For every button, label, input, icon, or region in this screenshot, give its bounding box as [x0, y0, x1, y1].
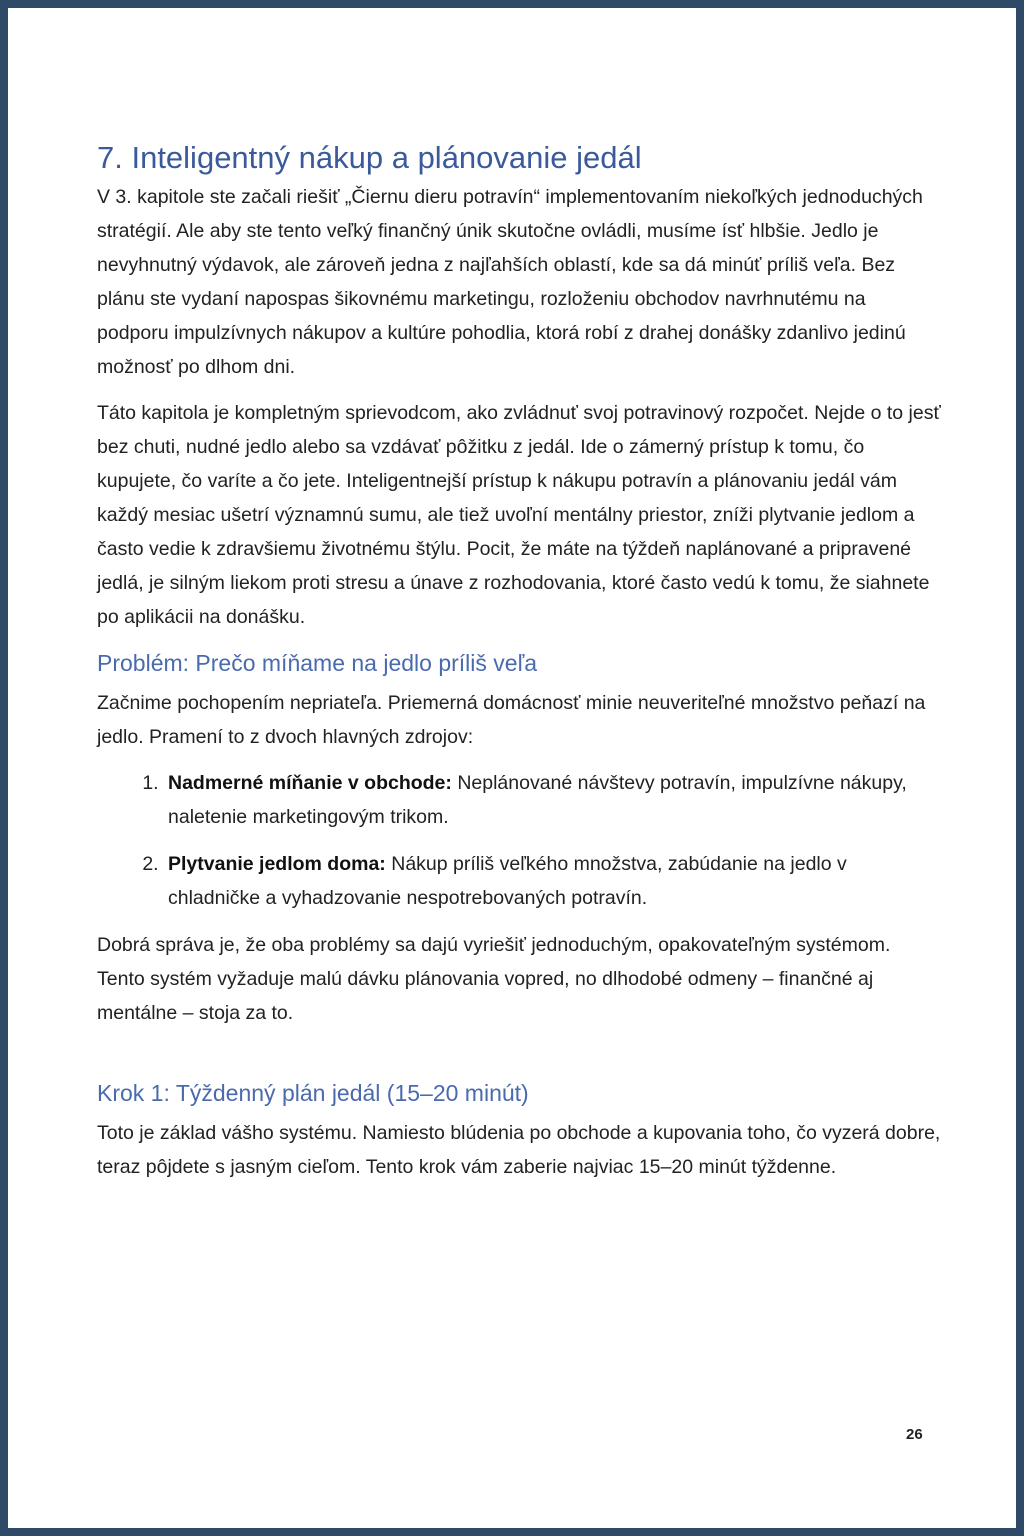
problem-heading: Problém: Prečo míňame na jedlo príliš veľa: [97, 650, 538, 676]
list-item-term: Plytvanie jedlom doma:: [168, 853, 386, 875]
list-item: [164, 847, 942, 915]
problem-conclusion: Dobrá správa je, že oba problémy sa dajú vyriešiť jednoduchým, opakovateľným systémom. Tento systém vyžaduje malú dávku plánovania vopred, no dlhodobé odmeny – finančné aj mentálne – stoja za to.: [97, 934, 891, 1024]
section-spacer: [97, 1042, 942, 1076]
list-item-text: Nákup príliš veľkého množstva, zabúdanie na jedlo v chladničke a vyhadzovanie nespotrebovaných potravín.: [168, 853, 847, 909]
page-number: 26: [906, 1426, 923, 1443]
list-item-text: Neplánované návštevy potravín, impulzívne nákupy, naletenie marketingovým trikom.: [168, 772, 907, 828]
document-page: [8, 8, 1016, 1528]
step1-heading: Krok 1: Týždenný plán jedál (15–20 minút): [97, 1080, 529, 1106]
list-item-term: Nadmerné míňanie v obchode:: [168, 772, 452, 794]
page-content: [97, 138, 942, 1196]
problem-list: [97, 766, 942, 915]
step1-paragraph: Toto je základ vášho systému. Namiesto blúdenia po obchode a kupovania toho, čo vyzerá dobre, teraz pôjdete s jasným cieľom. Tento krok vám zaberie najviac 15–20 minút týždenne.: [97, 1122, 941, 1178]
chapter-title: 7. Inteligentný nákup a plánovanie jedál: [97, 140, 642, 175]
guide-paragraph: Táto kapitola je kompletným sprievodcom, ako zvládnuť svoj potravinový rozpočet. Nejde o to jesť bez chuti, nudné jedlo alebo sa vzdávať pôžitku z jedál. Ide o zámerný prístup k tomu, čo kupujete, čo varíte a čo jete. Inteligentnejší prístup k nákupu potravín a plánovaniu jedál vám každý mesiac ušetrí významnú sumu, ale tiež uvoľní mentálny priestor, zníži plytvanie jedlom a často vedie k zdravšiemu životnému štýlu. Pocit, že máte na týždeň naplánované a pripravené jedlá, je silným liekom proti stresu a únave z rozhodovania, ktoré často vedú k tomu, že siahnete po aplikácii na donášku.: [97, 402, 941, 628]
list-item: [164, 766, 942, 834]
intro-paragraph: V 3. kapitole ste začali riešiť „Čiernu dieru potravín“ implementovaním niekoľkých jednoduchých stratégií. Ale aby ste tento veľký finančný únik skutočne ovládli, musíme ísť hlbšie. Jedlo je nevyhnutný výdavok, ale zároveň jedna z najľahších oblastí, kde sa dá minúť príliš veľa. Bez plánu ste vydaní napospas šikovnému marketingu, rozloženiu obchodov navrhnutému na podporu impulzívnych nákupov a kultúre pohodlia, ktorá robí z drahej donášky zdanlivo jedinú možnosť po dlhom dni.: [97, 186, 923, 378]
problem-intro: Začnime pochopením nepriateľa. Priemerná domácnosť minie neuveriteľné množstvo peňazí na jedlo. Pramení to z dvoch hlavných zdrojov:: [97, 692, 926, 748]
